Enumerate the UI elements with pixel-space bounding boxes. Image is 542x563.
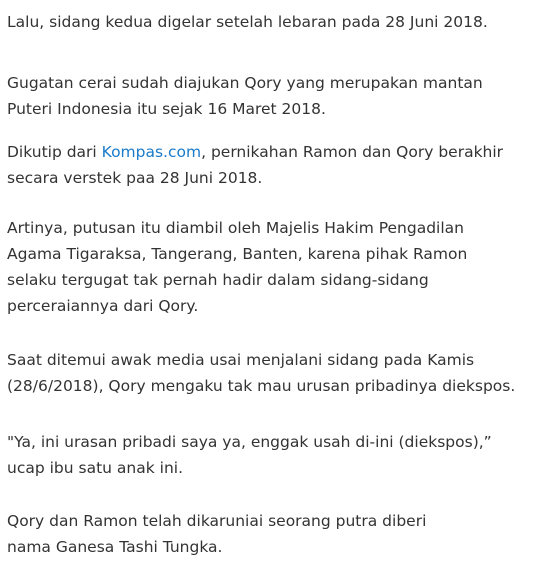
paragraph-1-line-1: Lalu, sidang kedua digelar setelah lebaran pada 28 Juni 2018. [7,13,488,31]
paragraph-3-line-1 [7,139,503,165]
paragraph-6-line-1: "Ya, ini urasan pribadi saya ya, enggak usah di-ini (diekspos),” [7,433,492,451]
paragraph-1 [7,9,488,35]
paragraph-7-line-1: Qory dan Ramon telah dikaruniai seorang putra diberi [7,512,427,530]
paragraph-4-line-3: selaku tergugat tak pernah hadir dalam sidang-sidang [7,271,429,289]
paragraph-2-line-2: Puteri Indonesia itu sejak 16 Maret 2018. [7,100,326,118]
paragraph-5-line-2: (28/6/2018), Qory mengaku tak mau urusan pribadinya diekspos. [7,377,516,395]
paragraph-3-line-2: secara verstek paa 28 Juni 2018. [7,169,263,187]
paragraph-3 [7,139,503,191]
paragraph-3-prefix: Dikutip dari [7,143,102,161]
paragraph-4-line-4: perceraiannya dari Qory. [7,297,199,315]
paragraph-5-line-1: Saat ditemui awak media usai menjalani sidang pada Kamis [7,351,475,369]
paragraph-2-line-1: Gugatan cerai sudah diajukan Qory yang merupakan mantan [7,74,483,92]
paragraph-4-line-2: Agama Tigaraksa, Tangerang, Banten, karena pihak Ramon [7,245,468,263]
paragraph-3-suffix: , pernikahan Ramon dan Qory berakhir [201,143,504,161]
paragraph-7-line-2: nama Ganesa Tashi Tungka. [7,538,223,556]
paragraph-6 [7,429,492,481]
paragraph-4 [7,215,467,319]
paragraph-2 [7,70,483,122]
paragraph-4-line-1: Artinya, putusan itu diambil oleh Majelis Hakim Pengadilan [7,219,464,237]
kompas-link[interactable]: Kompas.com [101,143,202,161]
paragraph-6-line-2: ucap ibu satu anak ini. [7,459,183,477]
paragraph-5 [7,347,515,399]
paragraph-7 [7,508,426,560]
